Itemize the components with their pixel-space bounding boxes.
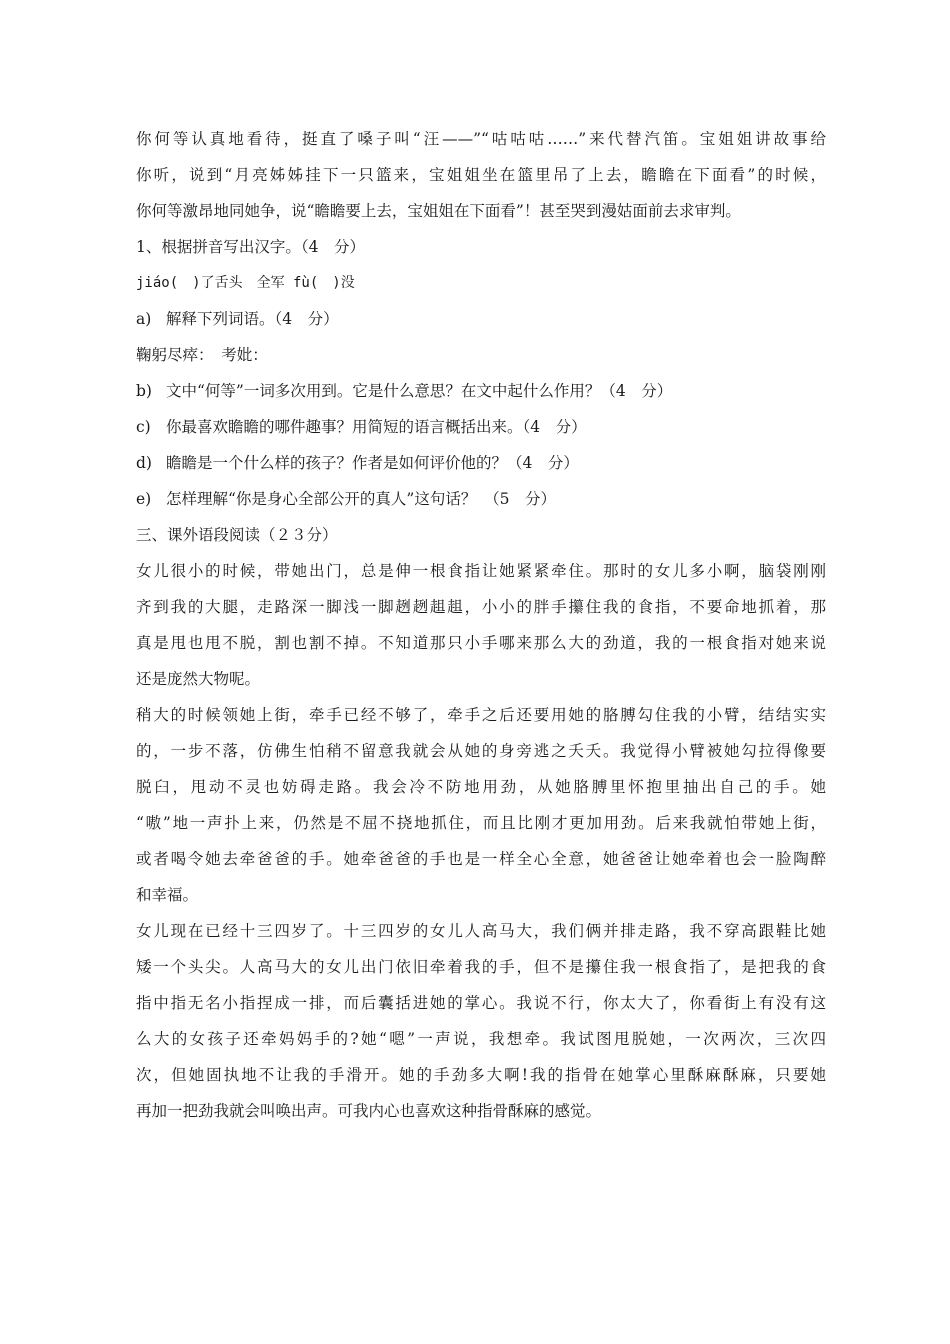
text-line: 次，但她固执地不让我的手滑开。她的手劲多大啊!我的指骨在她掌心里酥麻酥麻，只要她	[136, 1066, 826, 1084]
question-text: 瞻瞻是一个什么样的孩子？作者是如何评价他的？（4 分）	[166, 454, 579, 472]
question-text: 文中“何等”一词多次用到。它是什么意思？在文中起什么作用？（4 分）	[166, 382, 673, 400]
document-body	[136, 121, 826, 1129]
text-line: 脱臼，甩动不灵也妨碍走路。我会冷不防地用劲，从她胳膊里怀抱里抽出自己的手。她	[136, 778, 826, 796]
question-label: a)	[136, 310, 152, 328]
text-line: 和幸福。	[136, 886, 199, 904]
question-label: c)	[136, 418, 151, 436]
text-line: 稍大的时候领她上街，牵手已经不够了，牵手之后还要用她的胳膊勾住我的小臂，结结实实	[136, 706, 826, 724]
text-line: 或者喝令她去牵爸爸的手。她牵爸爸的手也是一样全心全意，她爸爸让她牵着也会一脸陶醉	[136, 850, 826, 868]
question-b	[136, 373, 826, 409]
question-label: d)	[136, 454, 152, 472]
text-line: 真是甩也甩不脱，割也割不掉。不知道那只小手哪来那么大的劲道，我的一根食指对她来说	[136, 634, 826, 652]
reading-paragraph-3	[136, 913, 826, 1129]
text-line: 么大的女孩子还牵妈妈手的?她“嗯”一声说，我想牵。我试图甩脱她，一次两次，三次四	[136, 1030, 826, 1048]
text-line: 的，一步不落，仿佛生怕稍不留意我就会从她的身旁逃之夭夭。我觉得小臂被她勾拉得像要	[136, 742, 826, 760]
text-line: 女儿现在已经十三四岁了。十三四岁的女儿人高马大，我们俩并排走路，我不穿高跟鞋比她	[136, 922, 826, 940]
reading-paragraph-1	[136, 553, 826, 697]
text-line: 你何等认真地看待，挺直了嗓子叫“汪——”“咕咕咕……”来代替汽笛。宝姐姐讲故事给	[136, 130, 826, 148]
question-text: 怎样理解“你是身心全部公开的真人”这句话？ （5 分）	[166, 490, 556, 508]
question-label: b)	[136, 382, 152, 400]
question-e	[136, 481, 826, 517]
text-line: 还是庞然大物呢。	[136, 670, 261, 688]
question-text: 解释下列词语。（4 分）	[166, 310, 339, 328]
text-line: 指中指无名小指捏成一排，而后囊括进她的掌心。我说不行，你太大了，你看街上有没有这	[136, 994, 826, 1012]
question-c	[136, 409, 826, 445]
question-a-words: 鞠躬尽瘁： 考妣：	[136, 346, 268, 364]
question-label: e)	[136, 490, 152, 508]
question-1: 1、根据拼音写出汉字。（4 分）	[136, 238, 365, 256]
question-1-pinyin: jiáo( )了舌头 全军 fù( )没	[136, 275, 355, 291]
text-line: 你何等激昂地同她争，说“瞻瞻要上去，宝姐姐在下面看”！甚至哭到漫姑面前去求审判。	[136, 202, 741, 220]
question-text: 你最喜欢瞻瞻的哪件趣事？用简短的语言概括出来。（4 分）	[166, 418, 587, 436]
section-3-heading: 三、课外语段阅读（２３分）	[136, 526, 338, 544]
reading-paragraph-2	[136, 697, 826, 913]
text-line: “嗷”地一声扑上来，仍然是不屈不挠地抓住，而且比刚才更加用劲。后来我就怕带她上街，	[136, 814, 826, 832]
text-line: 再加一把劲我就会叫唤出声。可我内心也喜欢这种指骨酥麻的感觉。	[136, 1102, 602, 1120]
question-a	[136, 301, 826, 337]
question-d	[136, 445, 826, 481]
text-line: 齐到我的大腿，走路深一脚浅一脚趔趔趄趄，小小的胖手攥住我的食指，不要命地抓着，那	[136, 598, 826, 616]
text-line: 女儿很小的时候，带她出门，总是伸一根食指让她紧紧牵住。那时的女儿多小啊，脑袋刚刚	[136, 562, 826, 580]
text-line: 矮一个头尖。人高马大的女儿出门依旧牵着我的手，但不是攥住我一根食指了，是把我的食	[136, 958, 826, 976]
text-line: 你听，说到“月亮姊姊挂下一只篮来，宝姐姐坐在篮里吊了上去，瞻瞻在下面看”的时候，	[136, 166, 826, 184]
intro-paragraph	[136, 121, 826, 229]
